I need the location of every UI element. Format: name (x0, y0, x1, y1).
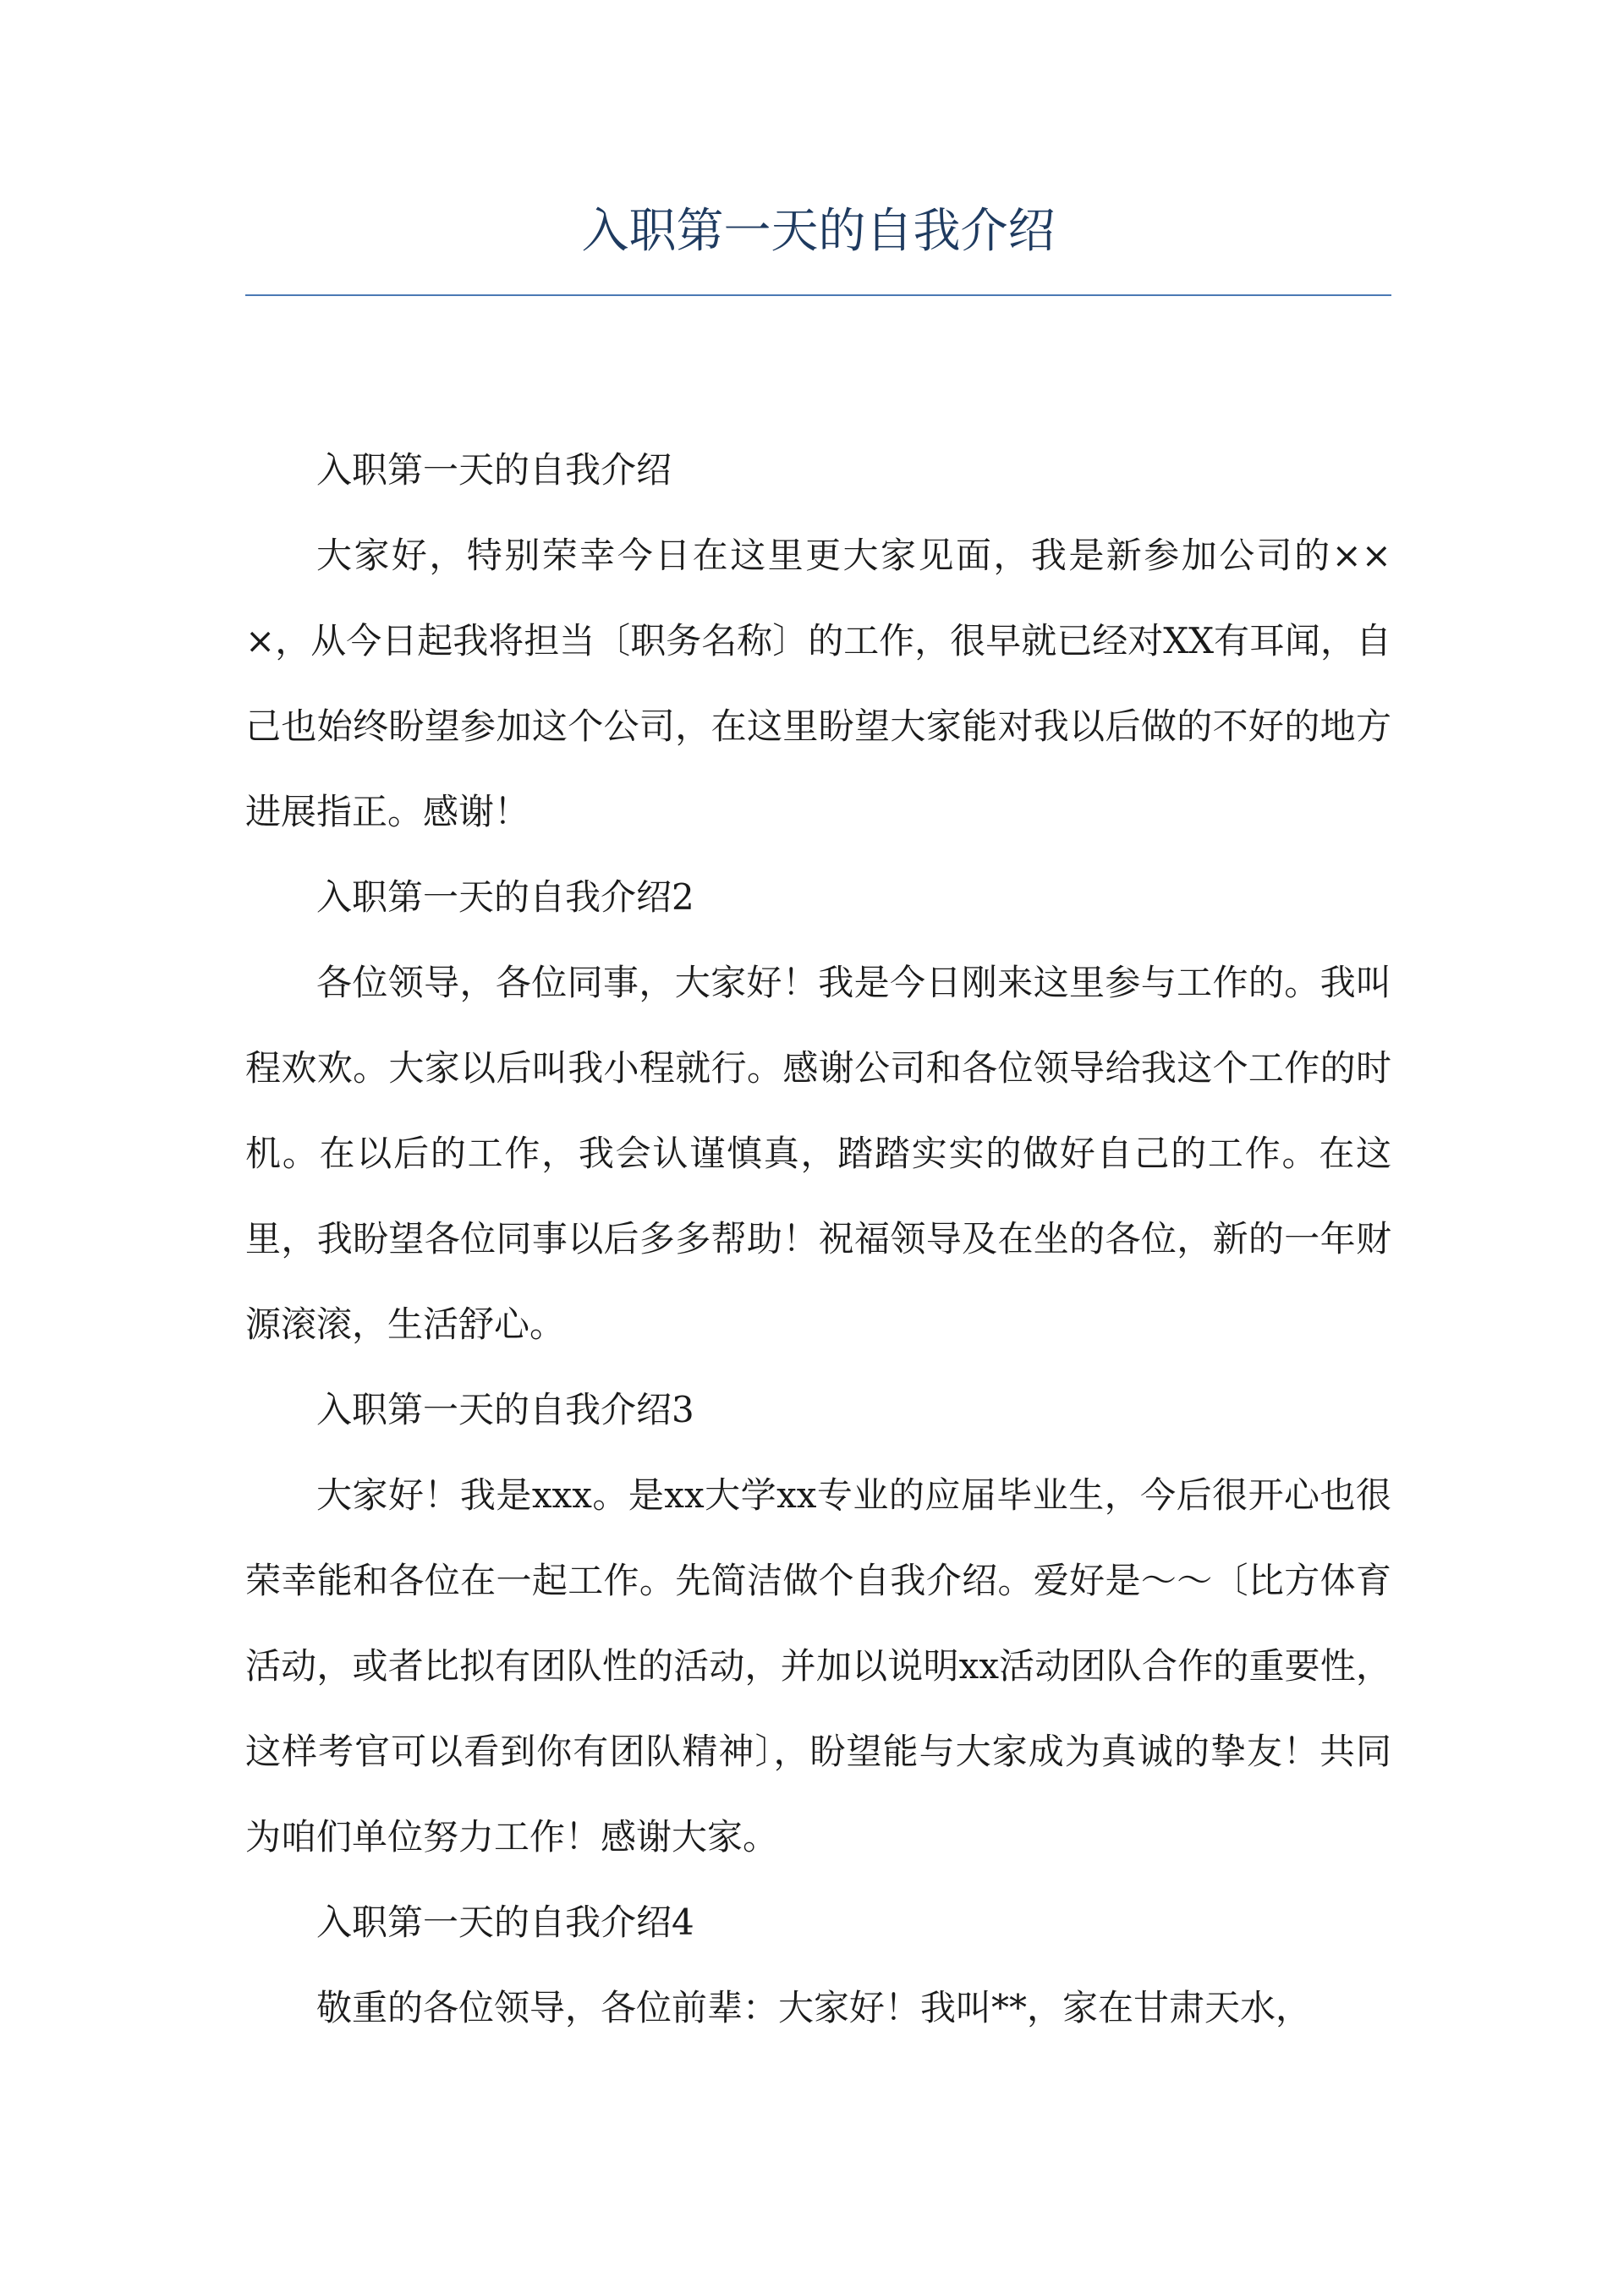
section-heading-1: 入职第一天的自我介绍 (316, 449, 672, 491)
section-heading-2: 入职第一天的自我介绍2 (316, 876, 694, 918)
document-title: 入职第一天的自我介绍 (581, 204, 1056, 259)
body-paragraph-3: 大家好！我是xxx。是xx大学xx专业的应届毕业生，今后很开心也很荣幸能和各位在一起工作。先简洁做个自我介绍。爱好是～～〔比方体育活动，或者比拟有团队性的活动，并加以说明xx活动团队合作的重要性，这样考官可以看到你有团队精神〕，盼望能与大家成为真诚的挚友！共同为咱们单位努力工作！感谢大家。 (245, 1474, 1391, 1858)
title-divider (245, 294, 1391, 296)
section-heading-4: 入职第一天的自我介绍4 (316, 1902, 694, 1943)
section-heading-3: 入职第一天的自我介绍3 (316, 1389, 694, 1430)
document-body (245, 427, 1391, 2050)
body-paragraph-1: 大家好，特别荣幸今日在这里更大家见面，我是新参加公司的×××，从今日起我将担当〔职务名称〕的工作，很早就已经对XX有耳闻，自己也始终盼望参加这个公司，在这里盼望大家能对我以后做的不好的地方进展指正。感谢！ (245, 535, 1391, 832)
body-paragraph-4: 敬重的各位领导，各位前辈：大家好！我叫**，家在甘肃天水， (316, 1987, 1312, 2028)
body-paragraph-2: 各位领导，各位同事，大家好！我是今日刚来这里参与工作的。我叫程欢欢。大家以后叫我小程就行。感谢公司和各位领导给我这个工作的时机。在以后的工作，我会认谨慎真，踏踏实实的做好自己的工作。在这里，我盼望各位同事以后多多帮助！祝福领导及在坐的各位，新的一年财源滚滚，生活舒心。 (245, 962, 1391, 1345)
